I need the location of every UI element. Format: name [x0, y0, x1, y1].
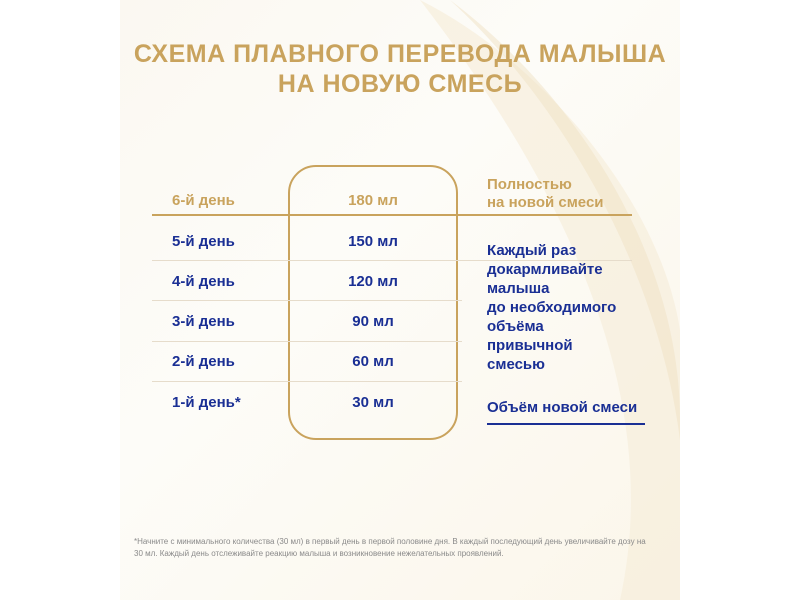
day-label: 3-й день	[172, 313, 235, 330]
volume-value: 30 мл	[352, 394, 394, 411]
footnote: *Начните с минимального количества (30 мл) в первый день в первой половине дня. В каждый последующий день увеличивайте дозу на 30 мл. Каждый день отслеживайте реакцию малыша и возникновение нежелательных проявлений.	[134, 537, 646, 558]
day-label: 1-й день*	[172, 394, 241, 411]
volume-value: 150 мл	[348, 233, 398, 250]
feeding-instruction	[487, 241, 667, 374]
new-volume-underline	[487, 423, 645, 425]
new-volume-label: Объём новой смеси	[487, 399, 638, 416]
volume-value: 180 мл	[348, 192, 398, 209]
volume-value: 90 мл	[352, 313, 394, 330]
full-label-line-1: Полностью	[487, 176, 572, 193]
full-transition-label	[487, 176, 604, 212]
day-label: 2-й день	[172, 353, 235, 370]
instruction-line: привычной	[487, 337, 573, 354]
day-label: 5-й день	[172, 233, 235, 250]
page-title-line-1: СХЕМА ПЛАВНОГО ПЕРЕВОДА МАЛЫША	[133, 40, 667, 68]
instruction-line: объёма	[487, 318, 544, 335]
row-divider	[152, 300, 462, 301]
instruction-line: Каждый раз	[487, 242, 577, 259]
instruction-line: малыша	[487, 280, 550, 297]
volume-value: 120 мл	[348, 273, 398, 290]
full-transition-line	[152, 214, 632, 216]
day-label: 6-й день	[172, 192, 235, 209]
day-label: 4-й день	[172, 273, 235, 290]
full-label-line-2: на новой смеси	[487, 194, 604, 211]
instruction-line: до необходимого	[487, 299, 617, 316]
volume-value: 60 мл	[352, 353, 394, 370]
row-divider	[152, 341, 462, 342]
instruction-line: докармливайте	[487, 261, 603, 278]
instruction-line: смесью	[487, 356, 545, 373]
page-title-line-2: НА НОВУЮ СМЕСЬ	[277, 70, 523, 98]
row-divider	[152, 381, 462, 382]
